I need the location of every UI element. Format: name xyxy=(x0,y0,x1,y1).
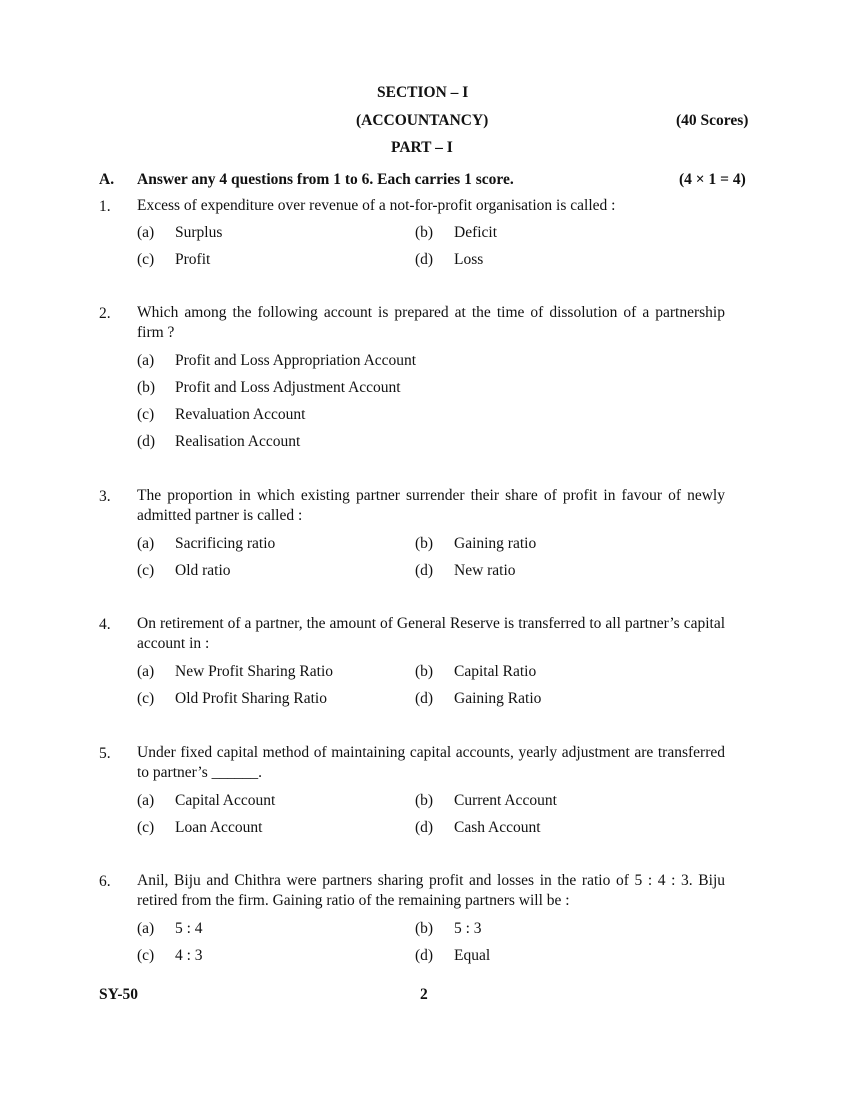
option-text: Realisation Account xyxy=(175,433,301,450)
option-letter: (a) xyxy=(137,352,155,369)
page-number: 2 xyxy=(420,986,428,1003)
option-text: Gaining Ratio xyxy=(454,690,542,707)
option-text: Gaining ratio xyxy=(454,535,537,552)
option-letter: (b) xyxy=(415,920,434,937)
option-text: Surplus xyxy=(175,224,223,241)
option-text: Profit xyxy=(175,251,211,268)
option-text: Old ratio xyxy=(175,562,231,579)
question-number: 6. xyxy=(99,873,111,890)
option-letter: (b) xyxy=(415,663,434,680)
subject-heading: (ACCOUNTANCY) xyxy=(356,112,489,129)
section-heading: SECTION – I xyxy=(377,84,469,101)
question-text: On retirement of a partner, the amount of General Reserve is transferred to all partner’s capital account in : xyxy=(137,615,725,652)
instruction-text: Answer any 4 questions from 1 to 6. Each carries 1 score. xyxy=(137,171,514,188)
option-letter: (a) xyxy=(137,920,155,937)
option-letter: (b) xyxy=(415,224,434,241)
option-text: New ratio xyxy=(454,562,516,579)
option-letter: (c) xyxy=(137,819,155,836)
option-letter: (d) xyxy=(415,562,434,579)
question-number: 1. xyxy=(99,198,111,215)
option-text: 5 : 3 xyxy=(454,920,482,937)
option-text: Capital Ratio xyxy=(454,663,537,680)
option-letter: (d) xyxy=(415,819,434,836)
option-text: 5 : 4 xyxy=(175,920,203,937)
paper-code: SY-50 xyxy=(99,986,139,1003)
question-text: Under fixed capital method of maintaining capital accounts, yearly adjustment are transferred to partner’s ______. xyxy=(137,744,725,781)
question-number: 3. xyxy=(99,488,111,505)
option-letter: (b) xyxy=(415,792,434,809)
option-text: 4 : 3 xyxy=(175,947,203,964)
option-text: Sacrificing ratio xyxy=(175,535,276,552)
option-letter: (b) xyxy=(415,535,434,552)
option-letter: (d) xyxy=(415,251,434,268)
option-letter: (b) xyxy=(137,379,156,396)
option-text: Current Account xyxy=(454,792,557,809)
option-text: Loss xyxy=(454,251,484,268)
question-text: The proportion in which existing partner surrender their share of profit in favour of newly admitted partner is called : xyxy=(137,487,725,524)
option-text: Equal xyxy=(454,947,491,964)
option-text: Revaluation Account xyxy=(175,406,306,423)
question-number: 2. xyxy=(99,305,111,322)
option-letter: (c) xyxy=(137,947,155,964)
option-text: Profit and Loss Appropriation Account xyxy=(175,352,417,369)
option-letter: (c) xyxy=(137,251,155,268)
question-text: Anil, Biju and Chithra were partners sharing profit and losses in the ratio of 5 : 4 : 3. Biju retired from the firm. Gaining ratio of the remaining partners will be : xyxy=(137,872,725,909)
option-text: New Profit Sharing Ratio xyxy=(175,663,333,680)
option-letter: (d) xyxy=(415,947,434,964)
option-text: Loan Account xyxy=(175,819,263,836)
option-text: Cash Account xyxy=(454,819,541,836)
part-heading: PART – I xyxy=(391,139,453,156)
instruction-marks: (4 × 1 = 4) xyxy=(679,171,746,188)
option-letter: (a) xyxy=(137,535,155,552)
option-letter: (a) xyxy=(137,792,155,809)
question-text: Excess of expenditure over revenue of a not-for-profit organisation is called : xyxy=(137,197,616,214)
option-text: Profit and Loss Adjustment Account xyxy=(175,379,401,396)
total-scores: (40 Scores) xyxy=(676,112,749,129)
option-letter: (c) xyxy=(137,562,155,579)
option-letter: (c) xyxy=(137,406,155,423)
option-letter: (d) xyxy=(137,433,156,450)
option-letter: (a) xyxy=(137,663,155,680)
instruction-label: A. xyxy=(99,171,115,188)
option-text: Deficit xyxy=(454,224,498,241)
option-letter: (a) xyxy=(137,224,155,241)
option-text: Capital Account xyxy=(175,792,276,809)
question-number: 4. xyxy=(99,616,111,633)
option-text: Old Profit Sharing Ratio xyxy=(175,690,327,707)
question-text: Which among the following account is prepared at the time of dissolution of a partnership firm ? xyxy=(137,304,725,341)
option-letter: (d) xyxy=(415,690,434,707)
question-number: 5. xyxy=(99,745,111,762)
option-letter: (c) xyxy=(137,690,155,707)
